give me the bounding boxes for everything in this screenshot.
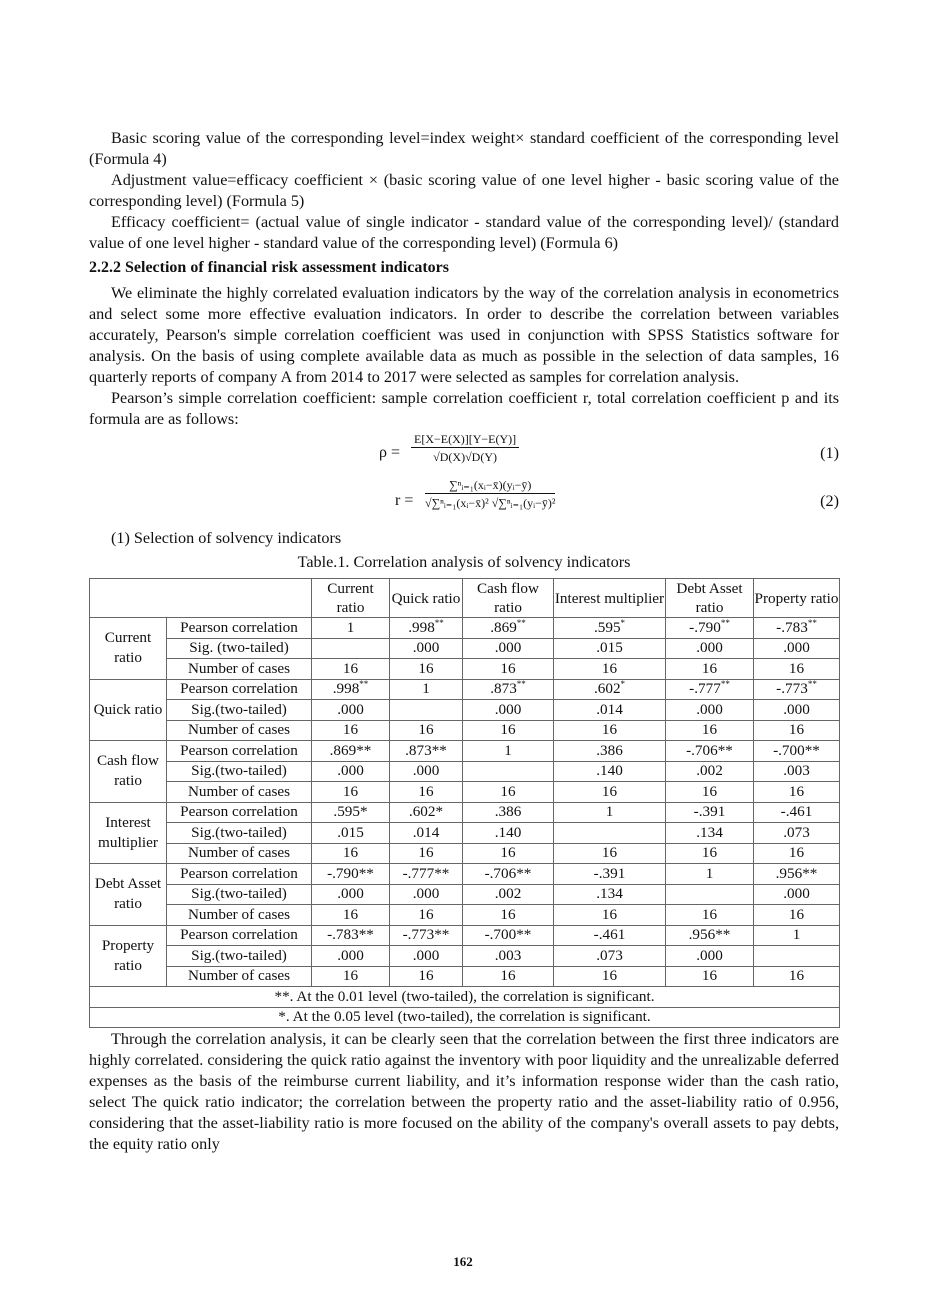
table-cell: [312, 761, 390, 782]
cell-value: -.777: [689, 680, 721, 698]
table-cell: [554, 782, 666, 803]
cell-value: .000: [783, 700, 810, 718]
table-cell: [666, 864, 754, 885]
table-row: [90, 823, 840, 844]
cell-value: 1: [705, 864, 714, 882]
table-cell: [312, 802, 390, 823]
col-header: Debt Asset ratio: [666, 579, 754, 618]
section-heading: 2.2.2 Selection of financial risk assessment indicators: [89, 259, 449, 276]
table-cell: [554, 659, 666, 680]
cell-value: -.700**: [773, 741, 820, 759]
significance-mark: **: [516, 679, 526, 690]
cell-value: 16: [788, 905, 805, 923]
table-cell: [390, 720, 463, 741]
significance-mark: **: [807, 679, 817, 690]
cell-value: .000: [412, 639, 440, 657]
formula-1: [89, 430, 839, 476]
table-row: [90, 843, 840, 864]
row-group-label: Quick ratio: [90, 679, 167, 741]
cell-value: -.391: [693, 803, 726, 821]
table-cell: [312, 884, 390, 905]
table-cell: [754, 864, 840, 885]
table-cell: [463, 884, 554, 905]
significance-mark: **: [807, 617, 817, 628]
table-cell: [312, 823, 390, 844]
cell-value: .000: [412, 946, 440, 964]
row-group-label: Property ratio: [90, 925, 167, 987]
table-cell: [390, 638, 463, 659]
cell-value: 16: [701, 905, 718, 923]
stat-label: Sig. (two-tailed): [167, 638, 312, 659]
table-cell: [666, 679, 754, 700]
cell-value: .000: [412, 885, 440, 903]
section-paragraph-1: We eliminate the highly correlated evaluation indicators by the way of the correlation analysis in econometrics and select some more effective evaluation indicators. In order to describe the correlation between variables accurately, Pearson's simple correlation coefficient was used in conjunction with SPSS Statistics software for analysis. On the basis of using complete available data as much as possible in the selection of data samples, 16 quarterly reports of company A from 2014 to 2017 were selected as samples for correlation analysis.: [89, 284, 839, 386]
cell-value: .002: [494, 885, 522, 903]
paper-page: [89, 0, 839, 1155]
col-header: Current ratio: [312, 579, 390, 618]
cell-value: .998: [332, 680, 360, 698]
table-row: [90, 638, 840, 659]
cell-value: 16: [701, 721, 718, 739]
stat-label: Sig.(two-tailed): [167, 884, 312, 905]
formula-2-numerator: ∑ⁿᵢ₌₁(xᵢ−x̄)(yᵢ−ȳ): [425, 478, 555, 494]
table-cell: [666, 761, 754, 782]
cell-value: 16: [601, 721, 618, 739]
table-cell: [312, 618, 390, 639]
table-row: [90, 966, 840, 987]
cell-value: 16: [500, 844, 516, 862]
cell-value: 16: [418, 721, 434, 739]
cell-value: 16: [788, 659, 805, 677]
cell-value: .002: [696, 762, 723, 780]
table-cell: [463, 659, 554, 680]
stat-label: Number of cases: [167, 966, 312, 987]
stat-label: Pearson correlation: [167, 925, 312, 946]
formula-2-fraction: [425, 478, 555, 511]
table-row: [90, 741, 840, 762]
correlation-table: [89, 578, 840, 1028]
stat-label: Sig.(two-tailed): [167, 823, 312, 844]
table-row: [90, 618, 840, 639]
table-cell: [390, 823, 463, 844]
cell-value: -.790: [689, 618, 721, 636]
table-row: [90, 905, 840, 926]
cell-value: 16: [418, 782, 434, 800]
cell-value: .000: [494, 700, 522, 718]
table-cell: [390, 925, 463, 946]
cell-value: -.773: [776, 680, 808, 698]
table-cell: [666, 925, 754, 946]
table-cell: [390, 864, 463, 885]
table-row: [90, 946, 840, 967]
table-row: [90, 761, 840, 782]
significance-mark: *: [620, 679, 626, 690]
cell-value: .386: [596, 741, 623, 759]
formula-1-fraction: [411, 432, 519, 465]
cell-value: 16: [701, 782, 718, 800]
col-header: Property ratio: [754, 579, 840, 618]
table-row: [90, 782, 840, 803]
table-cell: [754, 802, 840, 823]
table-cell: [463, 700, 554, 721]
cell-value: .073: [596, 946, 623, 964]
cell-value: .386: [494, 803, 522, 821]
table-cell: [754, 761, 840, 782]
cell-value: .956**: [775, 864, 818, 882]
table-cell: [390, 761, 463, 782]
cell-value: 16: [701, 659, 718, 677]
stat-label: Pearson correlation: [167, 864, 312, 885]
stat-label: Pearson correlation: [167, 618, 312, 639]
significance-mark: **: [516, 617, 526, 628]
table-cell: [666, 741, 754, 762]
table-cell: [463, 925, 554, 946]
significance-mark: **: [359, 679, 369, 690]
table-cell: [463, 966, 554, 987]
cell-value: 16: [418, 844, 434, 862]
cell-value: 16: [601, 844, 618, 862]
cell-value: 16: [500, 905, 516, 923]
cell-value: 16: [342, 782, 359, 800]
table-cell: [554, 925, 666, 946]
table-cell: [554, 823, 666, 844]
formula-1-numerator: E[X−E(X)][Y−E(Y)]: [411, 432, 519, 448]
table-cell: [554, 864, 666, 885]
stat-label: Number of cases: [167, 905, 312, 926]
table-body: [90, 618, 840, 1028]
cell-value: 16: [418, 905, 434, 923]
table-header-row: [90, 579, 840, 618]
table-row: [90, 802, 840, 823]
cell-value: 16: [500, 721, 516, 739]
formula-1-lhs: ρ =: [379, 444, 401, 461]
table-cell: [312, 720, 390, 741]
cell-value: 16: [342, 905, 359, 923]
table-cell: [554, 946, 666, 967]
table-cell: [312, 864, 390, 885]
table-cell: [554, 618, 666, 639]
cell-value: .003: [783, 762, 810, 780]
cell-value: -.777**: [402, 864, 450, 882]
stat-label: Sig.(two-tailed): [167, 946, 312, 967]
cell-value: .602*: [408, 803, 444, 821]
table-row: [90, 700, 840, 721]
table-cell: [754, 618, 840, 639]
significance-mark: **: [720, 617, 730, 628]
cell-value: .134: [696, 823, 723, 841]
table-cell: [754, 679, 840, 700]
table-cell: [666, 720, 754, 741]
table-row: [90, 884, 840, 905]
formula-6-text: Efficacy coefficient= (actual value of single indicator - standard value of the corresponding level)/ (standard value of one level higher - standard value of the corresponding level) (Formula 6): [89, 213, 839, 252]
table-cell: [754, 700, 840, 721]
stat-label: Number of cases: [167, 659, 312, 680]
cell-value: .595*: [333, 803, 368, 821]
table-cell: [390, 741, 463, 762]
table-cell: [312, 700, 390, 721]
cell-value: .134: [596, 885, 623, 903]
table-cell: [312, 741, 390, 762]
cell-value: -.790**: [327, 864, 374, 882]
table-cell: [666, 802, 754, 823]
cell-value: .003: [494, 946, 522, 964]
table-cell: [666, 638, 754, 659]
table-cell: [554, 761, 666, 782]
table-cell: [390, 618, 463, 639]
cell-value: 16: [418, 659, 434, 677]
cell-value: 16: [788, 844, 805, 862]
cell-value: .140: [494, 823, 522, 841]
formula-1-denominator: √D(X)√D(Y): [433, 450, 497, 464]
cell-value: 1: [792, 926, 801, 944]
formula-1-number: (1): [820, 444, 839, 462]
table-cell: [463, 741, 554, 762]
cell-value: .873**: [405, 741, 447, 759]
stat-label: Sig.(two-tailed): [167, 700, 312, 721]
table-cell: [390, 843, 463, 864]
cell-value: -.461: [780, 803, 813, 821]
table-cell: [666, 966, 754, 987]
cell-value: 16: [788, 782, 805, 800]
cell-value: .000: [783, 639, 810, 657]
section-paragraph-2: Pearson’s simple correlation coefficient: sample correlation coefficient r, total correlation coefficient p and its formula are as follows:: [89, 389, 839, 428]
subsection-title: (1) Selection of solvency indicators: [111, 529, 342, 547]
table-note-row: [90, 987, 840, 1008]
table-cell: [754, 720, 840, 741]
table-row: [90, 659, 840, 680]
significance-mark: **: [720, 679, 730, 690]
cell-value: 1: [504, 741, 512, 759]
table-cell: [754, 782, 840, 803]
col-header: Cash flow ratio: [463, 579, 554, 618]
table-footnote: **. At the 0.01 level (two-tailed), the correlation is significant.: [90, 987, 840, 1008]
cell-value: .595: [593, 618, 621, 636]
table-cell: [554, 966, 666, 987]
cell-value: 1: [605, 803, 614, 821]
table-cell: [754, 659, 840, 680]
conclusion-paragraph: Through the correlation analysis, it can be clearly seen that the correlation between the first three indicators are highly correlated. considering the quick ratio against the inventory with poor liquidity and the unrealizable deferred expenses as the basis of the reimburse current liability, and it’s information response wider than the cash ratio, select The quick ratio indicator; the correlation between the property ratio and the asset-liability ratio of 0.956, considering that the asset-liability ratio is more focused on the ability of the company's overall assets to pay debts, the equity ratio only: [89, 1030, 839, 1153]
table-cell: [312, 638, 390, 659]
formula-2-number: (2): [820, 492, 839, 510]
table-cell: [554, 905, 666, 926]
row-group-label: Current ratio: [90, 618, 167, 680]
table-cell: [463, 618, 554, 639]
table-cell: [666, 884, 754, 905]
cell-value: .000: [696, 700, 723, 718]
table-cell: [754, 638, 840, 659]
cell-value: 16: [418, 967, 434, 985]
formula-4-text: Basic scoring value of the corresponding level=index weight× standard coefficient of the corresponding level (Formula 4): [89, 129, 839, 168]
cell-value: .140: [596, 762, 623, 780]
table-cell: [463, 823, 554, 844]
cell-value: .014: [412, 823, 440, 841]
table-cell: [312, 782, 390, 803]
cell-value: .000: [696, 639, 723, 657]
significance-mark: **: [434, 617, 444, 628]
table-cell: [554, 741, 666, 762]
cell-value: -.706**: [686, 741, 733, 759]
cell-value: .000: [412, 762, 440, 780]
table-cell: [312, 905, 390, 926]
table-cell: [463, 802, 554, 823]
col-header: Interest multiplier: [554, 579, 666, 618]
table-cell: [666, 843, 754, 864]
table-cell: [754, 843, 840, 864]
cell-value: .000: [696, 946, 723, 964]
cell-value: 16: [601, 905, 618, 923]
cell-value: -.783**: [327, 926, 374, 944]
formula-5-text: Adjustment value=efficacy coefficient × (basic scoring value of one level higher - basic scoring value of the corresponding level) (Formula 5): [89, 171, 839, 210]
table-cell: [754, 966, 840, 987]
table-cell: [666, 905, 754, 926]
table-cell: [463, 720, 554, 741]
cell-value: .014: [596, 700, 623, 718]
table-cell: [754, 946, 840, 967]
table-cell: [390, 884, 463, 905]
table-cell: [666, 782, 754, 803]
table-cell: [390, 802, 463, 823]
cell-value: 16: [701, 844, 718, 862]
formula-2: [89, 476, 839, 528]
table-cell: [463, 638, 554, 659]
table-cell: [390, 679, 463, 700]
cell-value: .000: [337, 946, 364, 964]
cell-value: .869: [490, 618, 517, 636]
cell-value: 16: [342, 844, 359, 862]
table-cell: [754, 823, 840, 844]
cell-value: 16: [500, 967, 516, 985]
table-cell: [463, 843, 554, 864]
table-footnote: *. At the 0.05 level (two-tailed), the correlation is significant.: [90, 1007, 840, 1028]
table-cell: [666, 618, 754, 639]
table-cell: [390, 782, 463, 803]
cell-value: -.700**: [484, 926, 532, 944]
table-cell: [463, 905, 554, 926]
table-cell: [312, 946, 390, 967]
table-row: [90, 720, 840, 741]
table-cell: [312, 966, 390, 987]
cell-value: .000: [337, 762, 364, 780]
table-cell: [554, 638, 666, 659]
table-cell: [666, 700, 754, 721]
col-header: Quick ratio: [390, 579, 463, 618]
table-caption: Table.1. Correlation analysis of solvency indicators: [297, 553, 631, 571]
cell-value: .015: [596, 639, 623, 657]
cell-value: 16: [500, 659, 516, 677]
cell-value: .869**: [329, 741, 372, 759]
table-cell: [312, 659, 390, 680]
cell-value: .998: [408, 618, 435, 636]
header-blank: [90, 579, 312, 618]
table-cell: [666, 659, 754, 680]
cell-value: 16: [788, 721, 805, 739]
cell-value: .000: [783, 885, 810, 903]
table-cell: [390, 700, 463, 721]
table-cell: [754, 905, 840, 926]
table-cell: [666, 823, 754, 844]
cell-value: .073: [783, 823, 810, 841]
table-cell: [554, 843, 666, 864]
table-cell: [463, 679, 554, 700]
table-cell: [554, 720, 666, 741]
table-cell: [390, 659, 463, 680]
formula-2-lhs: r =: [395, 492, 414, 509]
stat-label: Sig.(two-tailed): [167, 761, 312, 782]
cell-value: .000: [337, 700, 364, 718]
stat-label: Number of cases: [167, 720, 312, 741]
table-cell: [754, 925, 840, 946]
cell-value: 16: [601, 782, 618, 800]
cell-value: 1: [346, 618, 355, 636]
table-cell: [390, 966, 463, 987]
table-cell: [754, 741, 840, 762]
cell-value: -.706**: [484, 864, 532, 882]
cell-value: -.783: [776, 618, 808, 636]
table-cell: [463, 864, 554, 885]
cell-value: .000: [337, 885, 364, 903]
cell-value: 16: [342, 659, 359, 677]
cell-value: 16: [701, 967, 718, 985]
table-cell: [312, 679, 390, 700]
table-cell: [666, 946, 754, 967]
table-row: [90, 679, 840, 700]
table-cell: [554, 679, 666, 700]
cell-value: .956**: [688, 926, 731, 944]
table-cell: [754, 884, 840, 905]
stat-label: Number of cases: [167, 843, 312, 864]
row-group-label: Cash flow ratio: [90, 741, 167, 803]
stat-label: Number of cases: [167, 782, 312, 803]
table-cell: [463, 761, 554, 782]
cell-value: .015: [337, 823, 364, 841]
table-cell: [554, 884, 666, 905]
cell-value: .873: [490, 680, 517, 698]
table-cell: [312, 843, 390, 864]
stat-label: Pearson correlation: [167, 741, 312, 762]
table-cell: [390, 946, 463, 967]
cell-value: 1: [422, 680, 430, 698]
page-number: 162: [453, 1254, 473, 1269]
cell-value: -.773**: [402, 926, 450, 944]
cell-value: .000: [494, 639, 522, 657]
significance-mark: *: [620, 617, 626, 628]
stat-label: Pearson correlation: [167, 802, 312, 823]
cell-value: -.391: [593, 864, 626, 882]
cell-value: 16: [342, 967, 359, 985]
cell-value: 16: [788, 967, 805, 985]
table-cell: [554, 700, 666, 721]
row-group-label: Interest multiplier: [90, 802, 167, 864]
table-row: [90, 925, 840, 946]
table-cell: [312, 925, 390, 946]
table-cell: [390, 905, 463, 926]
cell-value: 16: [601, 967, 618, 985]
cell-value: .602: [593, 680, 621, 698]
row-group-label: Debt Asset ratio: [90, 864, 167, 926]
table-note-row: [90, 1007, 840, 1028]
cell-value: 16: [601, 659, 618, 677]
table-row: [90, 864, 840, 885]
cell-value: -.461: [593, 926, 626, 944]
table-cell: [554, 802, 666, 823]
table-cell: [463, 946, 554, 967]
cell-value: 16: [500, 782, 516, 800]
formula-2-denominator: √∑ⁿᵢ₌₁(xᵢ−x̄)² √∑ⁿᵢ₌₁(yᵢ−ȳ)²: [425, 496, 556, 510]
table-cell: [463, 782, 554, 803]
cell-value: 16: [342, 721, 359, 739]
stat-label: Pearson correlation: [167, 679, 312, 700]
